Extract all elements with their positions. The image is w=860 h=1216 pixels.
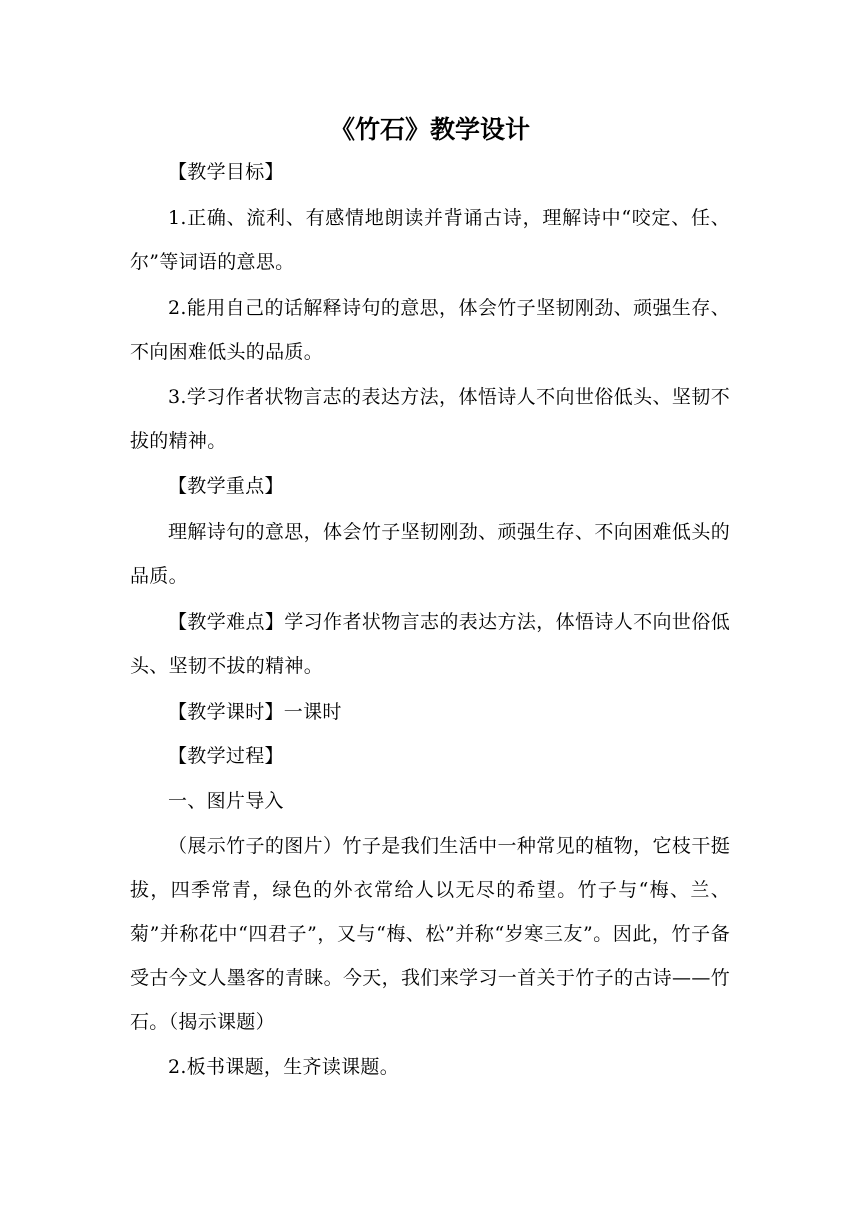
heading-key-points: 【教学重点】 — [168, 475, 284, 497]
intro-paragraph: （展示竹子的图片）竹子是我们生活中一种常见的植物，它枝干挺拔，四季常青，绿色的外衣常给人以无尽的希望。竹子与“梅、兰、菊”并称花中“四君子”，又与“梅、松”并称“岁寒三友”。因此，竹子备受古今文人墨客的青睐。今天，我们来学习一首关于竹子的古诗——竹石。（揭示课题） — [130, 835, 730, 1033]
document-title: 《竹石》教学设计 — [329, 115, 530, 144]
heading-teaching-process: 【教学过程】 — [168, 745, 284, 767]
heading-teaching-goals: 【教学目标】 — [168, 161, 284, 183]
goal-item-1: 1.正确、流利、有感情地朗读并背诵古诗，理解诗中“咬定、任、尔”等词语的意思。 — [130, 207, 730, 273]
class-hours: 【教学课时】一课时 — [168, 701, 342, 723]
difficult-points: 【教学难点】学习作者状物言志的表达方法，体悟诗人不向世俗低头、坚韧不拔的精神。 — [130, 611, 730, 677]
goal-item-2: 2.能用自己的话解释诗句的意思，体会竹子坚韧刚劲、顽强生存、不向困难低头的品质。 — [130, 297, 730, 363]
goal-item-3: 3.学习作者状物言志的表达方法，体悟诗人不向世俗低头、坚韧不拔的精神。 — [130, 386, 730, 452]
key-points-text: 理解诗句的意思，体会竹子坚韧刚劲、顽强生存、不向困难低头的品质。 — [130, 521, 730, 587]
section-picture-intro: 一、图片导入 — [168, 790, 284, 812]
step-2: 2.板书课题，生齐读课题。 — [168, 1056, 400, 1078]
